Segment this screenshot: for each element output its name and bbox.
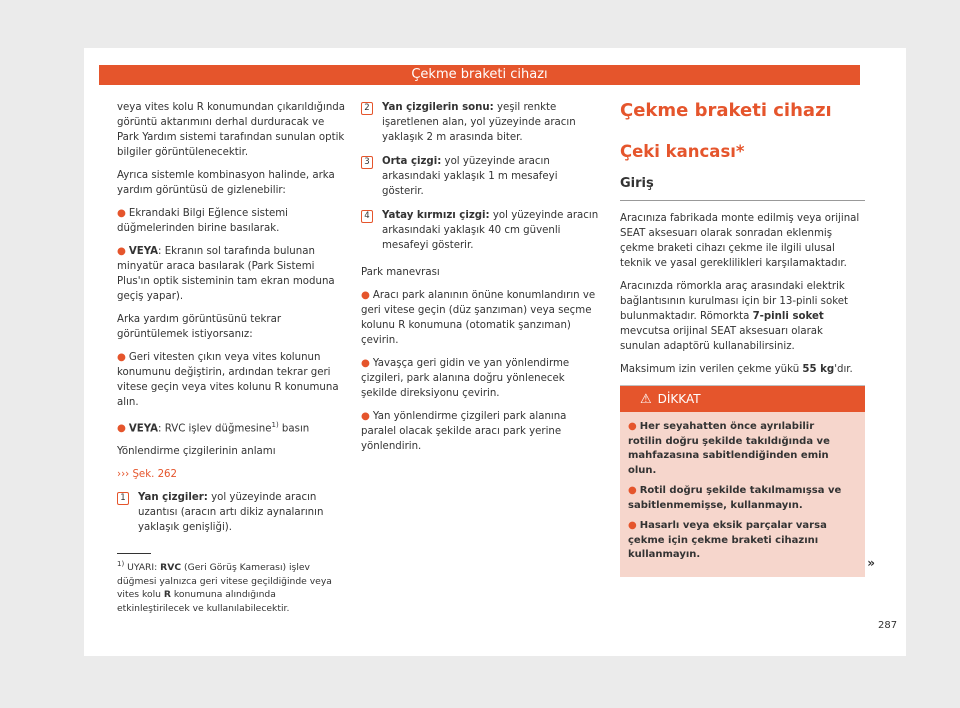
text: Maksimum izin verilen çekme yükü [620,364,803,375]
warning-item-text: Rotil doğru şekilde takılmamışsa ve sabitlenmemişse, kullanmayın. [628,485,842,511]
list-item [361,288,602,348]
list-item [117,206,349,236]
warning-title: DİKKAT [657,392,701,406]
item-label: Yan çizgilerin sonu: [382,102,494,113]
footnote-ref[interactable]: 1) [271,421,279,429]
list-item-text: Ekrandaki Bilgi Eğlence sistemi düğmelerinden birine basılarak. [117,208,289,234]
paragraph [620,362,865,377]
list-item [117,418,349,436]
section-heading: Yönlendirme çizgilerinin anlamı [117,446,276,458]
footnote-text: UYARI: [127,562,161,574]
footnote-bold: R [163,589,171,601]
bullet-icon: ● [361,411,370,422]
list-item [361,356,602,401]
warning-item [620,484,865,513]
list-item-text: basın [278,423,310,435]
item-label: Orta çizgi: [382,156,442,167]
paragraph: Aracınıza fabrikada monte edilmiş veya orijinal SEAT aksesuarı olarak sonradan eklenmiş çekme braketi cihazı çekme ile ilgili ulusal teknik ve yasal gereklilikleri karşılamaktadır. [620,213,860,269]
list-item-text: Yavaşça geri gidin ve yan yönlendirme çizgileri, park alanına doğru yönlenecek şekilde direksiyonu çevirin. [361,358,570,399]
footnote-divider [117,553,151,554]
text-bold: 55 kg [802,364,835,375]
number-badge: 2 [361,102,373,115]
text: 'dır. [834,364,853,375]
bullet-icon: ● [117,423,126,435]
section-heading: Park manevrası [361,267,440,278]
item-text: yol yüzeyinde aracın arkasındaki yaklaşık 40 cm güvenli mesafeyi gösterir. [382,210,599,251]
text-bold: 7-pinli soket [752,311,824,322]
numbered-item [361,100,602,145]
paragraph: Arka yardım görüntüsünü tekrar görüntülemek istiyorsanız: [117,314,282,340]
bullet-icon: ● [361,358,370,369]
text: mevcutsa orijinal SEAT aksesuarı olarak sunulan adaptörü kullanabilirsiniz. [620,326,823,352]
list-item-text: Aracı park alanının önüne konumlandırın ve geri vitese geçin (düz şanzıman) veya seçme kolunu R konumuna (otomatik şanzıman) çevirin. [361,290,596,346]
number-badge: 1 [117,492,129,505]
paragraph [620,279,865,354]
list-item-bold: VEYA [128,246,159,257]
bullet-icon: ● [117,208,126,219]
divider [620,200,865,201]
warning-header [620,386,865,412]
item-label: Yatay kırmızı çizgi: [382,210,490,221]
number-badge: 3 [361,156,373,169]
warning-item [620,519,865,563]
footnote-text: konumuna alındığında etkinleştirilecek ve kullanılabilecektir. [117,589,290,614]
section-title: Çeki kancası* [620,142,745,161]
list-item [117,350,349,410]
page-header: Çekme braketi cihazı [99,65,860,85]
list-item [361,409,602,454]
list-item [117,244,349,304]
text: Aracınızda römorkla araç arasındaki elektrik bağlantısının kurulması için bir 13-pinli soket bulunmaktadır. Römorkta [620,281,849,322]
warning-item-text: Hasarlı veya eksik parçalar varsa çekme için çekme braketi cihazını kullanmayın. [628,520,827,560]
footnote-text: (Geri Görüş Kamerası) işlev düğmesi yalnızca geri vitese geçildiğinde veya vites kolu [117,562,332,601]
item-text: yol yüzeyinde aracın uzantısı (aracın artı dikiz aynalarının yaklaşık genişliği). [138,492,324,534]
bullet-icon: ● [628,520,637,531]
figure-link[interactable]: ››› Şek. 262 [117,469,178,481]
page-number: 287 [878,620,898,631]
list-item-text: : RVC işlev düğmesine [158,423,272,435]
numbered-item [361,154,602,199]
item-text: yeşil renkte işaretlenen alan, yol yüzeyinde aracın yaklaşık 2 m arasında biter. [382,102,576,143]
paragraph: veya vites kolu R konumundan çıkarıldığında görüntü aktarımını derhal durduracak ve Park Yardım sistemi tarafından sunulan optik bilgiler görüntülenecektir. [117,102,346,158]
list-item-text: Yan yönlendirme çizgileri park alanına paralel olacak şekilde aracı park yerine yönlendirin. [361,411,567,452]
continue-chevron-icon: » [867,556,875,570]
bullet-icon: ● [628,421,637,432]
warning-item-text: Her seyahatten önce ayrılabilir rotilin doğru şekilde takıldığında ve mahfazasına sabitlendiğinden emin olun. [628,421,830,476]
list-item-text: Geri vitesten çıkın veya vites kolunun konumunu değiştirin, ardından tekrar geri vitese geçin veya vites kolunu R konumuna alın. [117,352,339,408]
chapter-title: Çekme braketi cihazı [620,100,832,121]
bullet-icon: ● [117,246,126,257]
bullet-icon: ● [361,290,370,301]
warning-item [620,420,865,478]
number-badge: 4 [361,210,373,223]
column-middle [361,100,602,462]
footnote-mark: 1) [117,560,125,568]
bullet-icon: ● [628,485,637,496]
item-text: yol yüzeyinde aracın arkasındaki yaklaşık 1 m mesafeyi gösterir. [382,156,558,197]
numbered-item [361,208,602,253]
warning-box [620,385,875,577]
footnote-bold: RVC [160,562,182,574]
paragraph: Ayrıca sistemle kombinasyon halinde, arka yardım görüntüsü de gizlenebilir: [117,170,335,196]
warning-triangle-icon: ⚠ [640,392,652,407]
bullet-icon: ● [117,352,126,363]
numbered-item [117,490,349,535]
subsection-title: Giriş [620,176,654,191]
column-right [620,100,875,577]
list-item-bold: VEYA [128,423,159,435]
list-item-text: : Ekranın sol tarafında bulunan minyatür araca basılarak (Park Sistemi Plus'ın optik sisteminin tam ekran moduna geçiş yapar). [117,246,335,302]
column-left [117,100,349,544]
footnote [117,558,351,615]
item-label: Yan çizgiler: [138,492,208,504]
